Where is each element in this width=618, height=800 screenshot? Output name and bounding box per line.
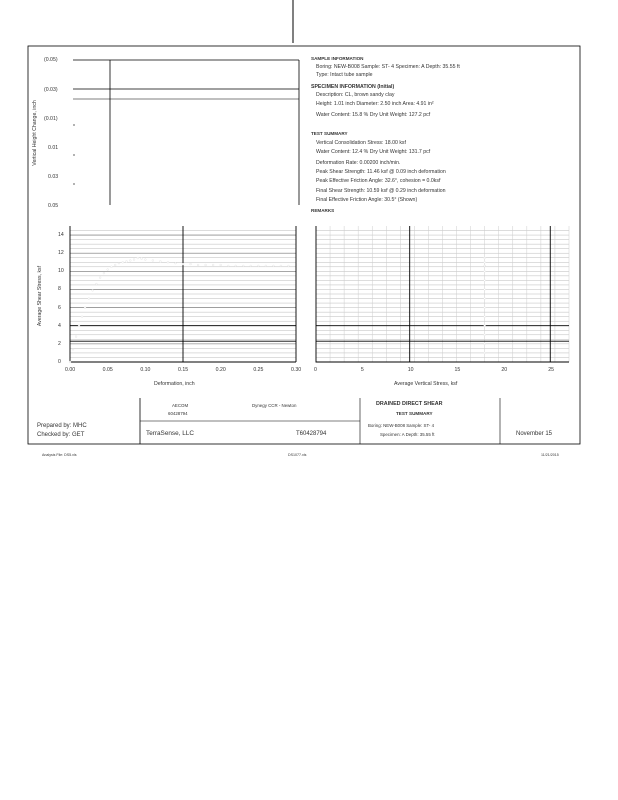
- failure-plot-x-tick: 5: [360, 367, 364, 373]
- specimen-info-line: Water Content: 15.8 % Dry Unit Weight: 127.2 pcf: [316, 112, 431, 118]
- client-name: AECOM: [172, 403, 189, 408]
- footer-center: DS1077.xls: [288, 453, 307, 457]
- test-summary-line: Peak Effective Friction Angle: 32.6°, cohesion = 0.0ksf: [316, 178, 441, 184]
- shear-plot-x-tick: 0.05: [102, 367, 113, 373]
- test-summary-header: TEST SUMMARY: [311, 131, 348, 136]
- sample-info-line: Boring: NEW-B008 Sample: ST- 4 Specimen: A Depth: 35.55 ft: [316, 64, 460, 70]
- shear-plot-x-tick: 0.10: [140, 367, 151, 373]
- shear-plot-y-tick: 0: [58, 359, 61, 365]
- remarks-label: REMARKS: [311, 208, 335, 213]
- top-plot-y-tick: 0.01: [48, 145, 59, 151]
- footer-right: 11/21/2015: [541, 453, 559, 457]
- test-summary-line: Water Content: 12.4 % Dry Unit Weight: 131.7 pcf: [316, 149, 431, 155]
- test-summary-line: Peak Shear Strength: 11.46 ksf @ 0.09 inch deformation: [316, 169, 446, 175]
- top-plot-y-tick: 0.05: [48, 203, 59, 209]
- sample-info-header: SAMPLE INFORMATION: [311, 56, 364, 61]
- specimen-info-line: Height: 1.01 inch Diameter: 2.50 inch Area: 4.91 in²: [316, 101, 434, 107]
- report-subtitle: TEST SUMMARY: [396, 411, 433, 416]
- sample-info-line: Type: Intact tube sample: [316, 72, 373, 78]
- test-summary-line: Vertical Consolidation Stress: 18.00 ksf: [316, 140, 406, 146]
- checked-by: Checked by: GET: [37, 432, 85, 438]
- top-plot-y-tick: (0.05): [44, 57, 58, 63]
- boring-line: Boring: NEW-B008 Sample: ST- 4: [368, 423, 435, 428]
- failure-plot-x-tick: 15: [454, 367, 461, 373]
- failure-plot-x-tick: 25: [548, 367, 555, 373]
- shear-plot-x-tick: 0.25: [253, 367, 264, 373]
- top-plot-y-tick: (0.01): [44, 116, 58, 122]
- project-name: Dynegy CCR - Newton: [252, 403, 297, 408]
- report-date: November 15: [516, 431, 553, 437]
- test-summary-line: Final Shear Strength: 10.59 ksf @ 0.29 inch deformation: [316, 188, 446, 194]
- company-name: TerraSense, LLC: [146, 430, 194, 437]
- report-title: DRAINED DIRECT SHEAR: [376, 401, 443, 407]
- top-plot-y-tick: (0.03): [44, 87, 58, 93]
- specimen-line: Specimen: A Depth: 35.55 ft: [380, 432, 435, 437]
- shear-plot-y-label: Average Shear Stress, ksf: [37, 265, 43, 327]
- shear-plot-x-label: Deformation, inch: [154, 381, 195, 387]
- shear-plot-x-tick: 0.20: [215, 367, 226, 373]
- shear-plot-y-tick: 2: [58, 340, 61, 347]
- test-summary-line: Final Effective Friction Angle: 30.5° (Shown): [316, 197, 418, 203]
- test-summary-line: Deformation Rate: 0.00200 inch/min.: [316, 160, 401, 166]
- shear-plot-y-tick: 10: [58, 268, 64, 275]
- failure-plot-x-tick: 0: [314, 367, 317, 373]
- client-number: 60428794: [168, 411, 188, 416]
- specimen-info-header: SPECIMEN INFORMATION (Initial): [311, 84, 395, 90]
- shear-plot-y-tick: 6: [58, 304, 61, 311]
- footer-left: Analysis File: DS5.xls: [42, 453, 77, 457]
- shear-plot-x-tick: 0.00: [65, 367, 76, 373]
- prepared-by: Prepared by: MHC: [37, 423, 87, 429]
- shear-plot-y-tick: 12: [58, 250, 64, 257]
- failure-plot-x-label: Average Vertical Stress, ksf: [394, 381, 458, 387]
- top-plot-y-tick: 0.03: [48, 174, 59, 180]
- shear-plot-y-tick: 14: [58, 232, 64, 239]
- shear-plot-y-tick: 4: [58, 322, 61, 329]
- failure-plot-x-tick: 10: [407, 367, 414, 373]
- shear-plot-y-tick: 8: [58, 286, 61, 293]
- failure-plot-x-tick: 20: [501, 367, 508, 373]
- job-number: T60428794: [296, 431, 327, 437]
- shear-plot-x-tick: 0.15: [178, 367, 189, 373]
- specimen-info-line: Description: CL, brown sandy clay: [316, 92, 395, 98]
- shear-plot-x-tick: 0.30: [291, 367, 302, 373]
- top-plot-y-label: Vertical Height Change, inch: [32, 100, 38, 166]
